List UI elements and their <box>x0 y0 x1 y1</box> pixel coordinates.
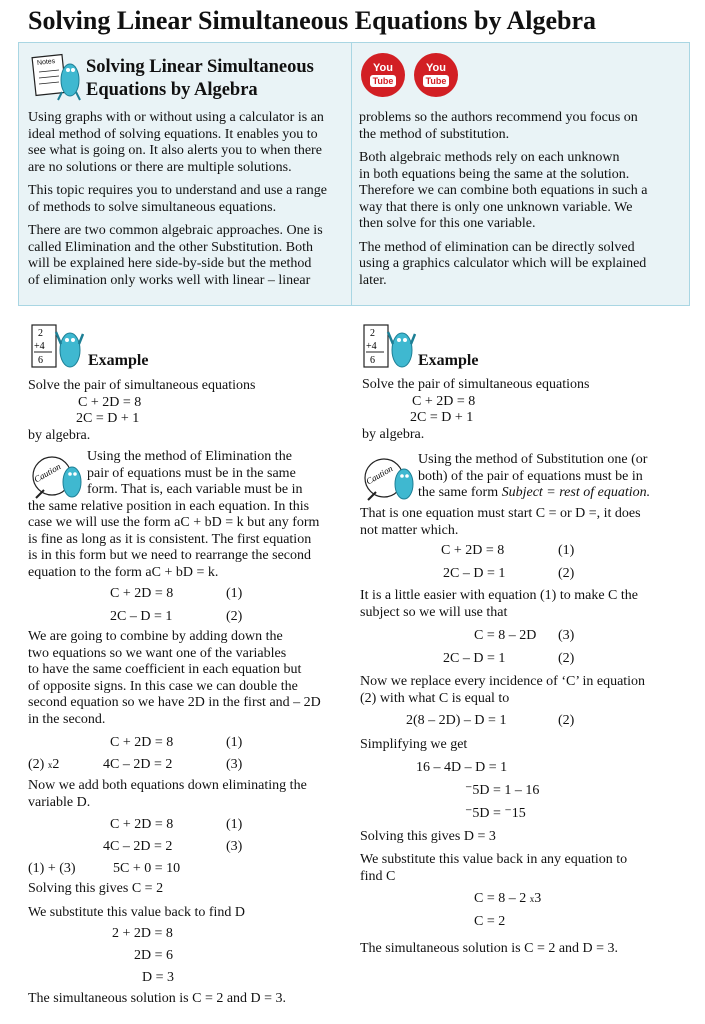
notes-heading-line1: Solving Linear Simultaneous <box>86 57 314 77</box>
equation: 2C – D = 1 <box>443 651 506 666</box>
right-intro2 <box>360 506 641 539</box>
youtube-button-1[interactable] <box>361 53 405 97</box>
right-easier <box>360 588 638 621</box>
text-line <box>418 485 650 502</box>
text-line: Now we replace every incidence of ‘C’ in equation <box>360 674 646 689</box>
equation <box>474 891 541 907</box>
text-line: problems so the authors recommend you focus on <box>359 110 638 125</box>
notes-divider <box>351 42 352 306</box>
text-line: later. <box>359 272 387 288</box>
equation: C + 2D = 8 <box>412 393 476 409</box>
left-intro <box>28 449 319 581</box>
equation: 2C = D + 1 <box>410 410 474 425</box>
text-line: Solve the pair of simultaneous equations <box>362 377 590 392</box>
text-line: It is a little easier with equation (1) to make C the <box>360 588 638 603</box>
text-line: by algebra. <box>362 426 425 442</box>
text-line: called Elimination and the other Substitution. Both <box>28 239 314 255</box>
text-line: (2) with what C is equal to <box>360 690 510 706</box>
left-solve-text: Solving this gives C = 2 <box>28 881 164 896</box>
text-line: will be explained here side-by-side but the method <box>28 256 312 271</box>
equation: D = 3 <box>142 970 175 985</box>
caution-mascot-icon <box>362 452 416 504</box>
left-combine <box>28 629 321 728</box>
text-line: to have the same coefficient in each equation but <box>28 662 302 677</box>
equation-tag: (3) <box>226 839 243 854</box>
equation-part: 3 <box>534 891 542 906</box>
example-digit-1: 2 <box>38 328 43 339</box>
text-line: This topic requires you to understand and use a range <box>28 183 327 198</box>
equation: 4C – 2D = 2 <box>103 839 173 854</box>
text-line: We are going to combine by adding down the <box>28 629 283 644</box>
example-digit-2: +4 <box>366 341 377 352</box>
equation: C + 2D = 8 <box>441 543 505 558</box>
right-example-label: Example <box>418 352 479 369</box>
multiplier: 2 <box>52 757 60 772</box>
text-line: using a graphics calculator which will be explained <box>359 256 647 271</box>
op-label: (2) <box>28 757 45 772</box>
right-sub-text <box>360 852 627 885</box>
equation: C + 2D = 8 <box>110 817 174 832</box>
text-line: case we will use the form aC + bD = k but any form <box>28 515 320 530</box>
text-line: subject so we will use that <box>360 604 508 620</box>
equation-tag: (2) <box>226 609 243 624</box>
example-mascot-icon <box>362 322 416 372</box>
youtube-icon-tube: Tube <box>423 75 450 87</box>
multiply-sign: x <box>47 760 53 770</box>
equation: 2(8 – 2D) – D = 1 <box>406 713 507 728</box>
youtube-icon-text: You <box>426 62 446 74</box>
equation-tag: (3) <box>226 757 243 772</box>
text-line: of methods to solve simultaneous equations. <box>28 199 277 215</box>
equation-tag: (1) <box>226 586 243 601</box>
text-line: in both equations being the same at the solution. <box>359 166 630 182</box>
equation: 2 + 2D = 8 <box>112 926 173 941</box>
equation: 16 – 4D – D = 1 <box>416 760 508 775</box>
text-line: both) of the pair of equations must be in <box>418 468 643 484</box>
equation: C + 2D = 8 <box>110 586 174 601</box>
text-line: is fine as long as it is consistent. The first equation <box>28 531 312 547</box>
left-example-label: Example <box>88 352 149 369</box>
equation-operation: (1) + (3) <box>28 861 76 876</box>
equation: C = 2 <box>474 914 506 929</box>
text-line: Using the method of Substitution one (or <box>418 452 648 467</box>
text-line: The method of elimination can be directly solved <box>359 239 635 255</box>
equation-tag: (3) <box>558 628 575 643</box>
text-line: by algebra. <box>28 427 91 443</box>
text-line: Now we add both equations down eliminating the <box>28 778 307 793</box>
youtube-icon-tube: Tube <box>370 75 397 87</box>
text-line: way that there is only one unknown variable. We <box>359 199 633 215</box>
example-mascot-icon <box>30 322 84 372</box>
text-line: of opposite signs. In this case we can double the <box>28 678 298 694</box>
left-conclusion: The simultaneous solution is C = 2 and D = 3. <box>28 991 287 1006</box>
text-line: pair of equations must be in the same <box>87 465 296 481</box>
equation: C = 8 – 2D <box>474 628 537 643</box>
equation-tag: (1) <box>558 543 575 558</box>
notes-left-column <box>28 110 327 289</box>
equation: C + 2D = 8 <box>78 394 142 410</box>
example-digit-2: +4 <box>34 341 45 352</box>
equation: 2C – D = 1 <box>443 566 506 581</box>
example-digit-1: 2 <box>370 328 375 339</box>
right-conclusion: The simultaneous solution is C = 2 and D = 3. <box>360 941 619 956</box>
text-line: find C <box>360 868 396 884</box>
example-digit-3: 6 <box>370 355 375 366</box>
text-line: of elimination only works well with linear – linear <box>28 272 311 288</box>
text-line: Solve the pair of simultaneous equations <box>28 378 256 393</box>
equation: ⁻5D = 1 – 16 <box>465 783 540 798</box>
text-line: Using the method of Elimination the <box>87 449 292 464</box>
text-line: Both algebraic methods rely on each unknown <box>359 150 620 165</box>
text-line: then solve for this one variable. <box>359 216 536 231</box>
caution-word: Caution <box>32 461 63 485</box>
example-digit-3: 6 <box>38 355 43 366</box>
text-line: That is one equation must start C = or D =, it does <box>360 506 641 521</box>
equation: 2C – D = 1 <box>110 609 173 624</box>
text-line: There are two common algebraic approaches. One is <box>28 223 323 238</box>
left-problem <box>28 378 255 444</box>
text-line: form. That is, each variable must be in <box>87 482 303 497</box>
equation-tag: (2) <box>558 566 575 581</box>
text-line: in the second. <box>28 711 106 727</box>
caution-word: Caution <box>364 463 395 487</box>
equation-tag: (2) <box>558 713 575 728</box>
equation-tag: (1) <box>226 817 243 832</box>
right-replace <box>360 674 645 707</box>
text-span: the same form <box>418 485 499 500</box>
text-line: two equations so we want one of the variables <box>28 645 287 661</box>
notes-right-column <box>359 110 647 289</box>
text-line: Using graphs with or without using a calculator is an <box>28 110 324 125</box>
multiply-sign: x <box>529 894 535 904</box>
youtube-button-2[interactable] <box>414 53 458 97</box>
left-add-text <box>28 778 307 811</box>
page-title: Solving Linear Simultaneous Equations by Algebra <box>28 6 597 35</box>
text-line: the method of substitution. <box>359 126 510 142</box>
text-line: are no solutions or there are multiple solutions. <box>28 159 292 175</box>
italic-text: Subject = rest of equation. <box>501 485 651 500</box>
equation: 4C – 2D = 2 <box>103 757 173 772</box>
right-problem <box>362 377 589 443</box>
equation-tag: (1) <box>226 735 243 750</box>
text-line: the same relative position in each equation. In this <box>28 498 310 514</box>
text-line: is in this form but we need to rearrange the second <box>28 548 312 563</box>
left-sub-text: We substitute this value back to find D <box>28 905 245 920</box>
notes-heading-line2: Equations by Algebra <box>86 80 258 100</box>
text-line: We substitute this value back in any equation to <box>360 852 628 867</box>
text-line: variable D. <box>28 794 91 810</box>
equation: 2D = 6 <box>134 948 174 963</box>
equation: C + 2D = 8 <box>110 735 174 750</box>
equation-tag: (2) <box>558 651 575 666</box>
equation-part: C = 8 – 2 <box>474 891 527 906</box>
right-solve-text: Solving this gives D = 3 <box>360 829 496 844</box>
equation: 5C + 0 = 10 <box>113 861 181 876</box>
text-line: ideal method of solving equations. It enables you to <box>28 126 318 142</box>
right-intro <box>418 452 650 502</box>
equation: 2C = D + 1 <box>76 411 140 426</box>
text-line: equation to the form aC + bD = k. <box>28 564 219 580</box>
text-line: second equation so we have 2D in the first and – 2D <box>28 695 321 710</box>
text-line: see what is going on. It also alerts you to when there <box>28 143 322 158</box>
text-line: Therefore we can combine both equations in such a <box>359 183 648 198</box>
notes-heading <box>86 56 314 102</box>
equation: ⁻5D = ⁻15 <box>465 806 526 821</box>
equation-operation <box>28 757 59 773</box>
youtube-icon-text: You <box>373 62 393 74</box>
text-line: not matter which. <box>360 522 459 538</box>
right-simplify-text: Simplifying we get <box>360 737 468 752</box>
notes-badge: Notes <box>36 58 56 67</box>
